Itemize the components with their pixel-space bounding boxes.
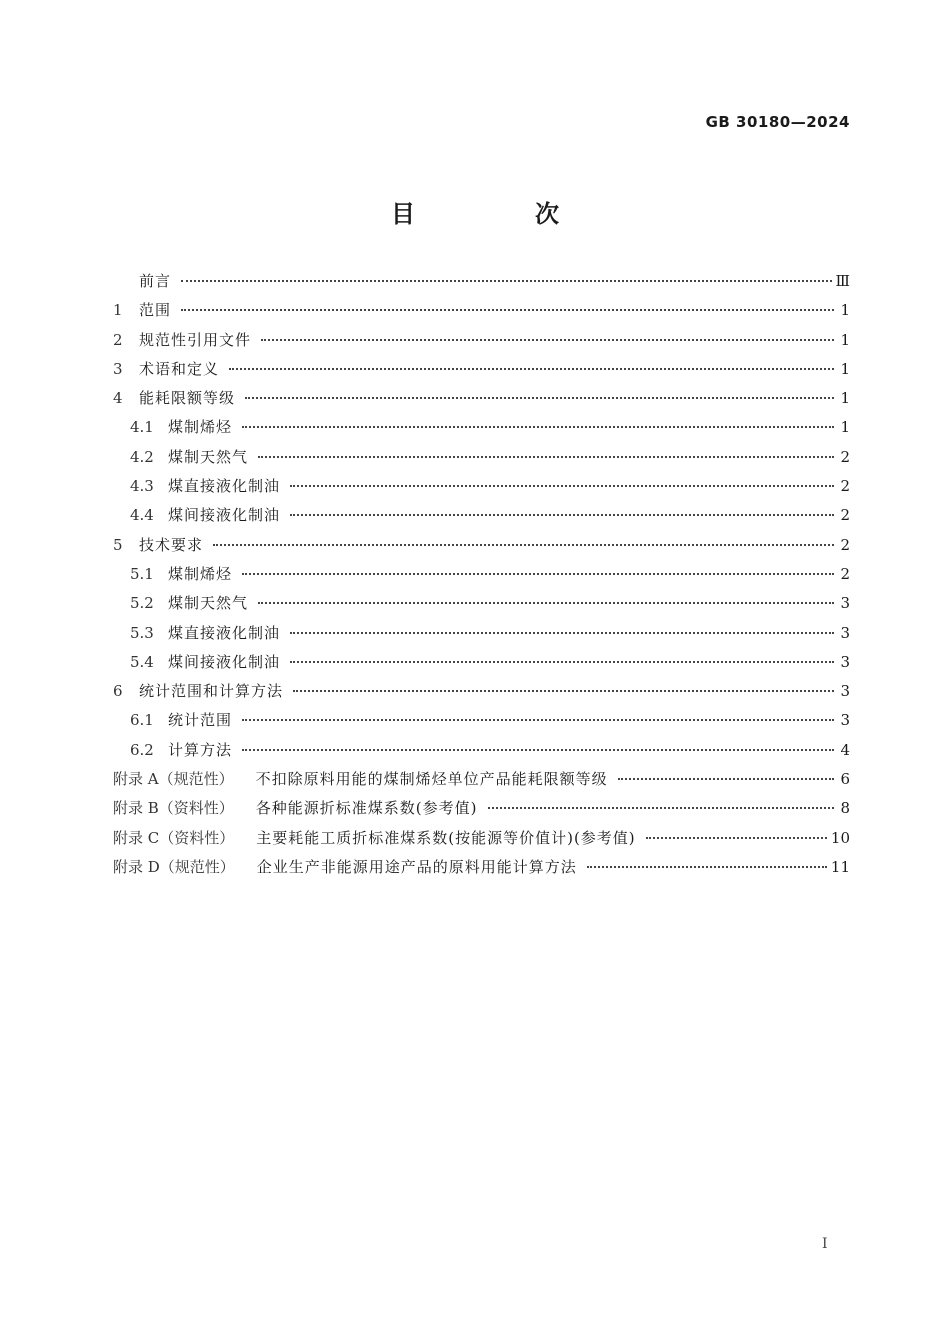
toc-leader-dots [242, 749, 834, 751]
toc-entry-page: 1 [840, 359, 850, 378]
toc-entry[interactable] [113, 534, 850, 563]
toc-entry[interactable] [113, 680, 850, 709]
toc-entry-page: 6 [840, 770, 850, 789]
toc-entry[interactable] [113, 504, 850, 533]
page-number: Ⅰ [822, 1236, 828, 1252]
toc-entry-number: 附录 B（资料性） [113, 799, 234, 818]
toc-leader-dots [290, 514, 834, 516]
toc-entry-title: 煤制烯烃 [168, 418, 233, 437]
toc-entry-title: 煤制烯烃 [168, 564, 233, 583]
toc-entry-number: 4 [113, 389, 123, 408]
toc-entry-number: 3 [113, 359, 123, 378]
toc-entry-page: 3 [840, 623, 850, 642]
toc-entry[interactable] [113, 709, 850, 738]
toc-entry-number: 6.2 [130, 740, 154, 759]
toc-entry-page: 1 [840, 418, 850, 437]
toc-entry-page: 2 [840, 564, 850, 583]
toc-leader-dots [245, 397, 834, 399]
toc-entry-number: 5.4 [130, 652, 154, 671]
toc-leader-dots [618, 778, 834, 780]
toc-entry-title: 煤直接液化制油 [168, 623, 281, 642]
toc-entry-title: 企业生产非能源用途产品的原料用能计算方法 [256, 857, 577, 876]
toc-entry-number: 5.2 [130, 594, 154, 613]
toc-entry-number: 附录 C（资料性） [113, 828, 235, 847]
toc-entry-page: 2 [840, 506, 850, 525]
toc-entry[interactable] [113, 563, 850, 592]
toc-entry-number: 4.2 [130, 447, 154, 466]
toc-leader-dots [213, 544, 834, 546]
toc-entry[interactable] [113, 622, 850, 651]
toc-entry-page: 2 [840, 535, 850, 554]
toc-entry[interactable] [113, 475, 850, 504]
toc-entry-number: 5.1 [130, 564, 154, 583]
toc-entry[interactable] [113, 651, 850, 680]
toc-entry-page: 1 [840, 389, 850, 408]
toc-entry-title: 煤间接液化制油 [168, 652, 281, 671]
toc-entry[interactable] [113, 299, 850, 328]
toc-entry-page: 11 [830, 857, 850, 876]
toc-leader-dots [290, 485, 834, 487]
toc-leader-dots [293, 690, 834, 692]
toc-entry-title: 规范性引用文件 [139, 330, 252, 349]
toc-entry[interactable] [113, 827, 850, 856]
toc-entry-number: 附录 A（规范性） [113, 770, 234, 789]
toc-leader-dots [488, 807, 834, 809]
toc-entry-title: 术语和定义 [139, 359, 220, 378]
toc-leader-dots [587, 866, 827, 868]
toc-entry-title: 主要耗能工质折标准煤系数(按能源等价值计)(参考值) [256, 828, 636, 847]
toc-entry-title: 计算方法 [168, 740, 233, 759]
toc-entry[interactable] [113, 387, 850, 416]
toc-entry-title: 煤间接液化制油 [168, 506, 281, 525]
toc-entry-page: 1 [840, 301, 850, 320]
toc-entry-number: 6.1 [130, 711, 154, 730]
toc-entry[interactable] [113, 446, 850, 475]
toc-leader-dots [242, 426, 834, 428]
toc-leader-dots [258, 602, 834, 604]
toc-entry-number: 4.3 [130, 477, 154, 496]
toc-leader-dots [242, 573, 834, 575]
toc-entry-page: 1 [840, 330, 850, 349]
toc-entry[interactable] [113, 416, 850, 445]
toc-leader-dots [290, 661, 834, 663]
toc-entry[interactable] [113, 797, 850, 826]
toc-entry[interactable] [113, 592, 850, 621]
toc-entry-number: 2 [113, 330, 123, 349]
toc-entry-title: 技术要求 [139, 535, 204, 554]
toc-leader-dots [261, 339, 834, 341]
toc-entry-page: 2 [840, 477, 850, 496]
toc-entry-title: 各种能源折标准煤系数(参考值) [255, 799, 478, 818]
page-title: 目 次 [391, 200, 607, 228]
toc-leader-dots [229, 368, 834, 370]
toc-entry[interactable] [113, 768, 850, 797]
toc-leader-dots [646, 837, 827, 839]
toc-entry-title: 统计范围 [168, 711, 233, 730]
toc-entry-page: 2 [840, 447, 850, 466]
toc-entry-title: 范围 [139, 301, 172, 320]
toc-entry-number: 附录 D（规范性） [113, 857, 235, 876]
toc-entry-page: 10 [830, 828, 850, 847]
toc-entry-title: 能耗限额等级 [139, 389, 236, 408]
toc-entry[interactable] [113, 739, 850, 768]
toc-entry-page: 8 [840, 799, 850, 818]
toc-entry-number: 4.1 [130, 418, 154, 437]
toc-entry-page: 3 [840, 594, 850, 613]
toc-entry-title: 煤制天然气 [168, 447, 249, 466]
standard-code: GB 30180—2024 [705, 113, 850, 131]
table-of-contents [113, 270, 850, 885]
toc-entry-title: 不扣除原料用能的煤制烯烃单位产品能耗限额等级 [255, 770, 608, 789]
toc-entry-title: 煤制天然气 [168, 594, 249, 613]
toc-leader-dots [258, 456, 834, 458]
toc-leader-dots [290, 632, 834, 634]
toc-entry[interactable] [113, 856, 850, 885]
toc-entry-title: 前言 [139, 272, 172, 290]
toc-entry-number: 5 [113, 535, 123, 554]
toc-entry[interactable] [113, 270, 850, 299]
toc-leader-dots [181, 309, 834, 311]
toc-entry-number: 4.4 [130, 506, 154, 525]
toc-entry-page: Ⅲ [835, 272, 850, 290]
toc-entry-title: 煤直接液化制油 [168, 477, 281, 496]
toc-entry-page: 3 [840, 711, 850, 730]
toc-entry-title: 统计范围和计算方法 [139, 682, 284, 701]
toc-leader-dots [181, 280, 832, 282]
toc-entry[interactable] [113, 358, 850, 387]
toc-entry-page: 4 [840, 740, 850, 759]
toc-entry-number: 5.3 [130, 623, 154, 642]
toc-entry-number: 1 [113, 301, 123, 320]
toc-entry-page: 3 [840, 682, 850, 701]
toc-entry-page: 3 [840, 652, 850, 671]
toc-entry-number: 6 [113, 682, 123, 701]
toc-entry[interactable] [113, 329, 850, 358]
toc-leader-dots [242, 719, 834, 721]
